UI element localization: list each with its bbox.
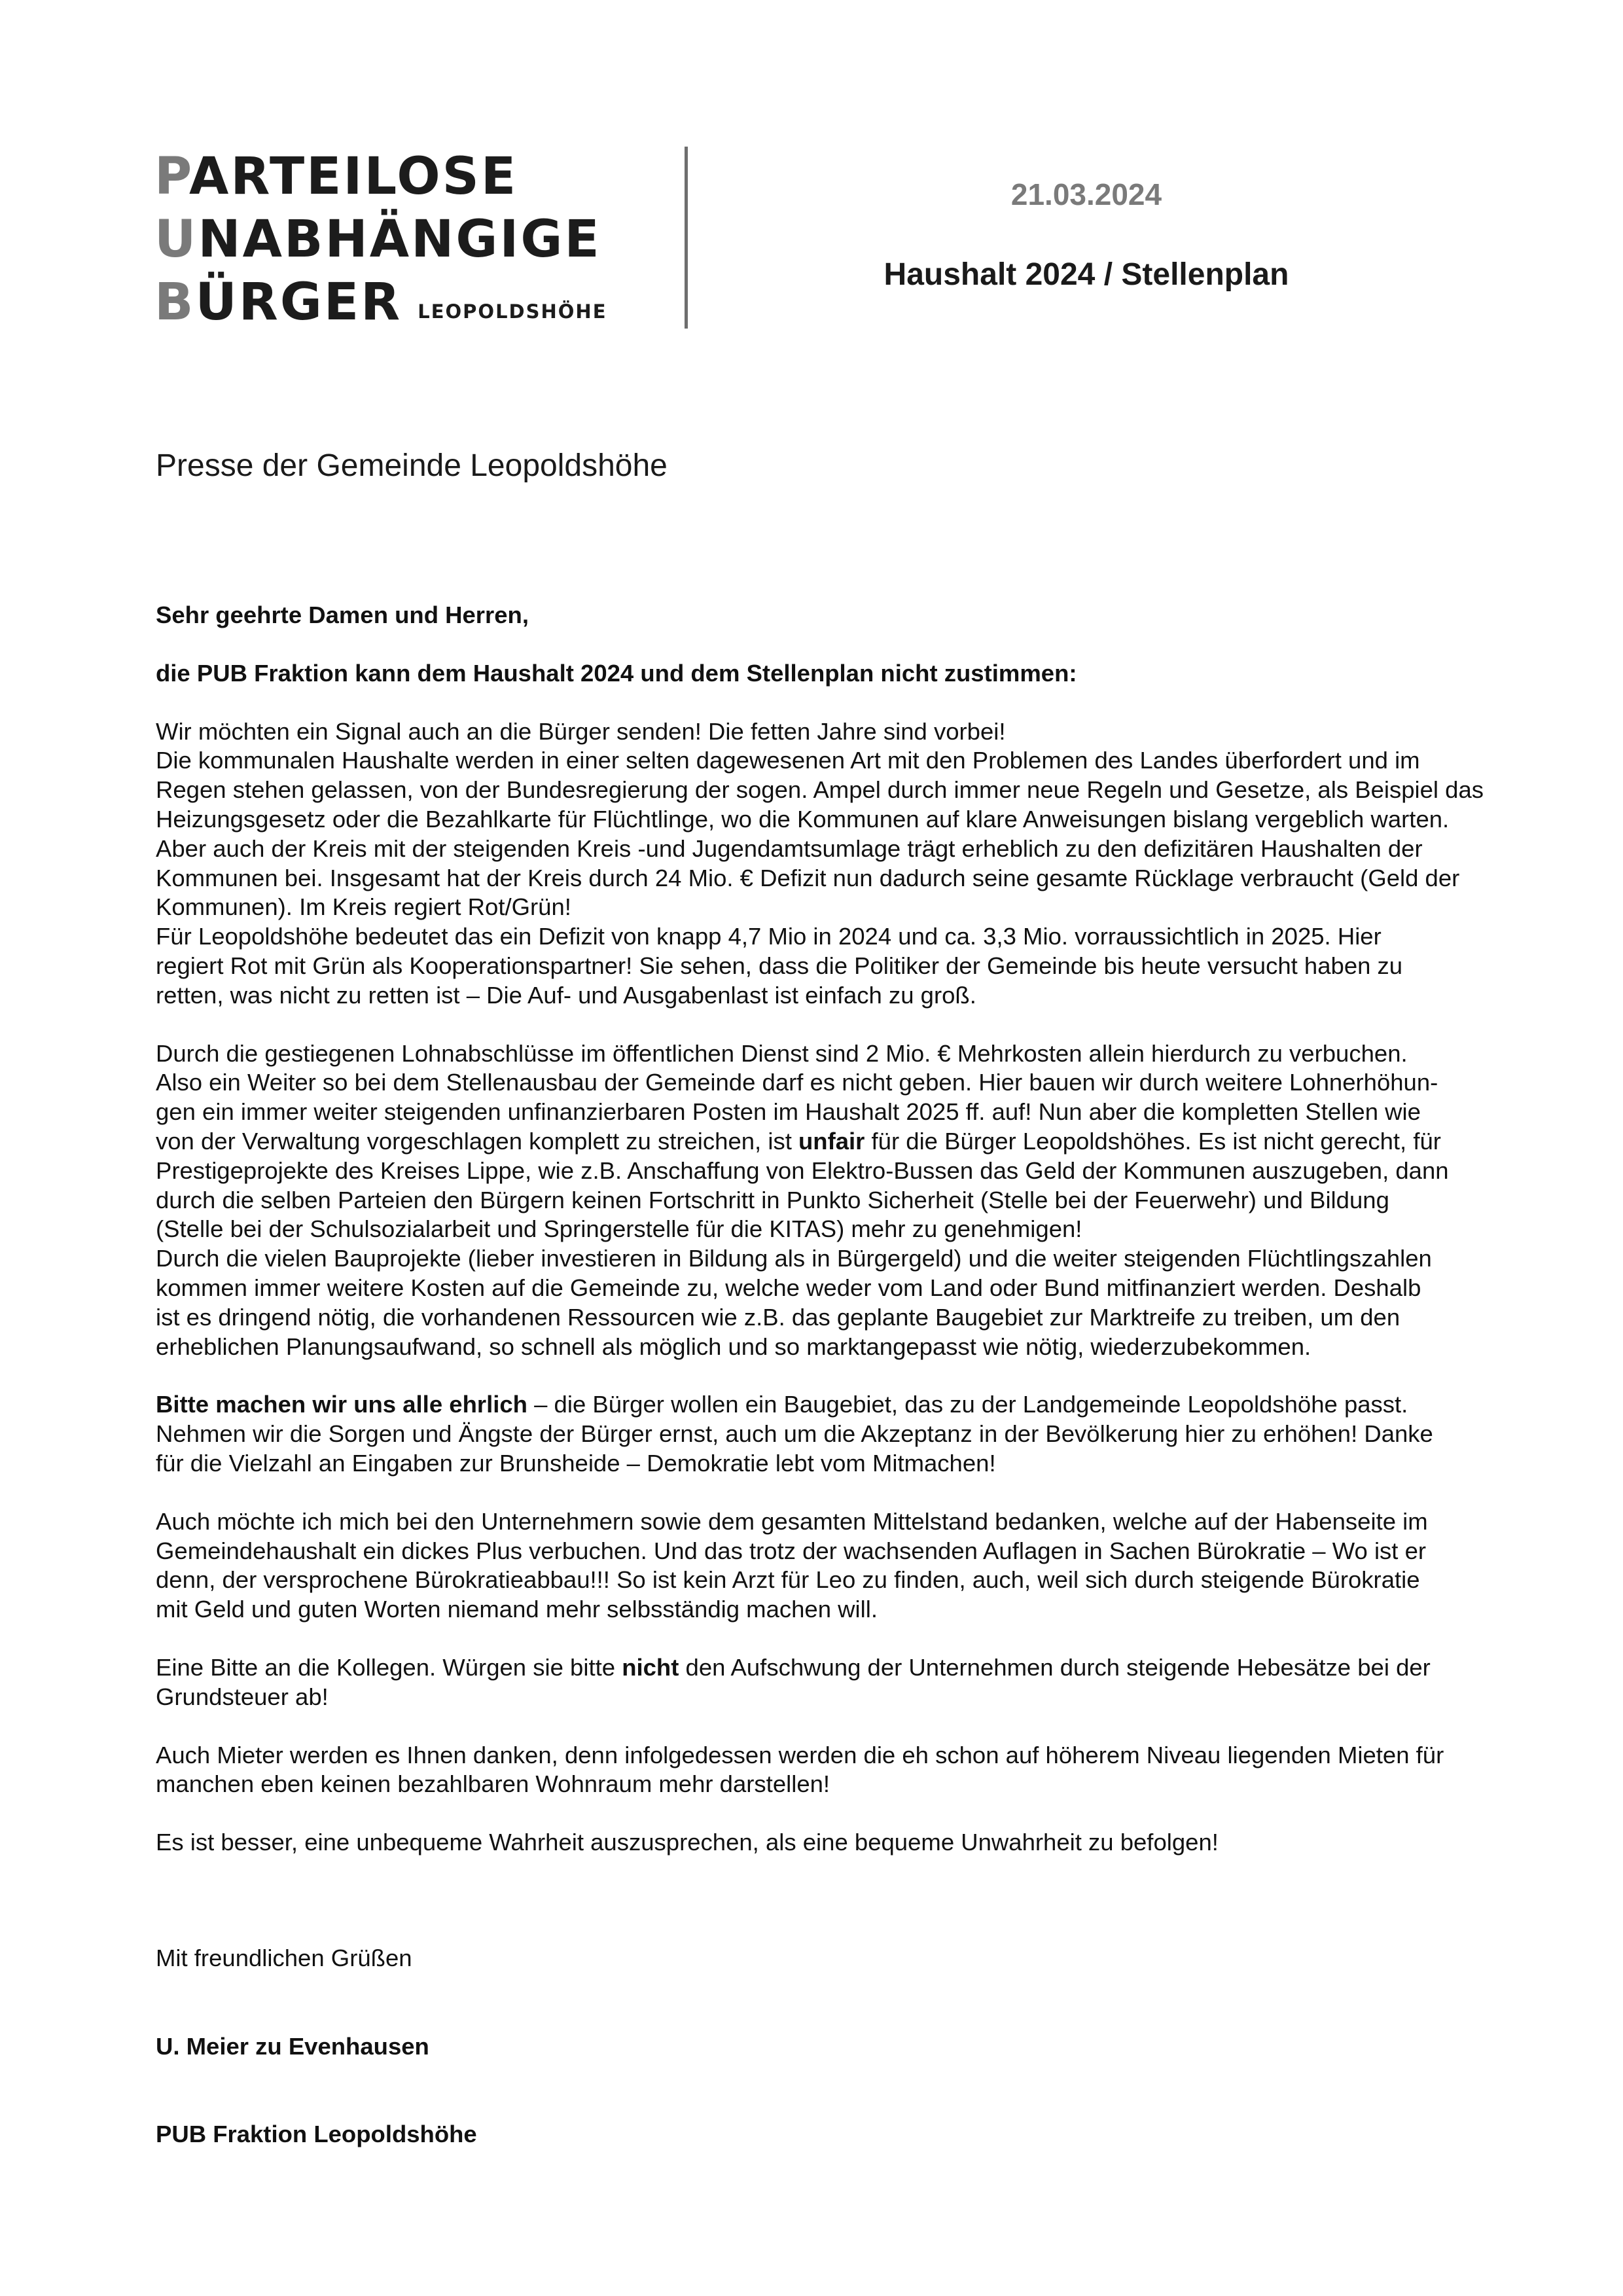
text-line: Regen stehen gelassen, von der Bundesregierung der sogen. Ampel durch immer neue Regeln und Gesetze, als Beispiel das (156, 776, 1484, 804)
text-line: gen ein immer weiter steigenden unfinanzierbaren Posten im Haushalt 2025 ff. auf! Nun aber die kompletten Stellen wie (156, 1098, 1421, 1126)
text-line: für die Vielzahl an Eingaben zur Brunsheide – Demokratie lebt vom Mitmachen! (156, 1449, 996, 1477)
emphasis-unfair: unfair (798, 1127, 865, 1155)
text-line: Kommunen). Im Kreis regiert Rot/Grün! (156, 893, 571, 921)
text-line: manchen eben keinen bezahlbaren Wohnraum mehr darstellen! (156, 1770, 830, 1798)
paragraph-7: Es ist besser, eine unbequeme Wahrheit auszusprechen, als eine bequeme Unwahrheit zu befolgen! (156, 1829, 1219, 1856)
letter-body (156, 601, 1484, 2149)
text-line: Die kommunalen Haushalte werden in einer selten dagewesenen Art mit den Problemen des Landes überfordert und im (156, 747, 1420, 774)
text-line: ist es dringend nötig, die vorhandenen Ressourcen wie z.B. das geplante Baugebiet zur Marktreife zu treiben, um den (156, 1303, 1400, 1331)
text-line: Gemeindehaushalt ein dickes Plus verbuchen. Und das trotz der wachsenden Auflagen in Sachen Bürokratie – Wo ist er (156, 1537, 1427, 1564)
text-line (156, 1390, 1478, 1420)
header-divider (685, 147, 688, 329)
text-line: mit Geld und guten Worten niemand mehr selbsständig machen will. (156, 1596, 878, 1623)
paragraph-5 (156, 1653, 1478, 1712)
text-line: Durch die vielen Bauprojekte (lieber investieren in Bildung als in Bürgergeld) und die weiter steigenden Flüchtlingszahlen (156, 1245, 1432, 1272)
text-line: retten, was nicht zu retten ist – Die Auf- und Ausgabenlast ist einfach zu groß. (156, 981, 976, 1009)
text-span: den Aufschwung der Unternehmen durch steigende Hebesätze bei der (679, 1653, 1431, 1681)
logo-line-3 (154, 271, 639, 343)
logo-word: NABHÄNGIGE (198, 210, 601, 269)
text-line (156, 1127, 1478, 1157)
text-line: Durch die gestiegenen Lohnabschlüsse im öffentlichen Dienst sind 2 Mio. € Mehrkosten allein hierdurch zu verbuchen. (156, 1039, 1408, 1067)
text-line: Auch Mieter werden es Ihnen danken, denn infolgedessen werden die eh schon auf höherem Niveau liegenden Mieten für (156, 1741, 1444, 1768)
text-line: durch die selben Parteien den Bürgern keinen Fortschritt in Punkto Sicherheit (Stelle bei der Feuerwehr) und Bildung (156, 1186, 1389, 1213)
text-line: Aber auch der Kreis mit der steigenden Kreis -und Jugendamtsumlage trägt erheblich zu den defizitären Haushalten der (156, 834, 1423, 862)
paragraph-1 (156, 717, 1484, 1011)
logo-word: ARTEILOSE (189, 147, 518, 206)
logo-initial: B (154, 273, 196, 332)
logo-line-2 (154, 208, 639, 271)
text-line: Für Leopoldshöhe bedeutet das ein Defizit von knapp 4,7 Mio in 2024 und ca. 3,3 Mio. vorraussichtlich in 2025. Hier (156, 923, 1382, 950)
logo-subtitle: LEOPOLDSHÖHE (418, 300, 607, 323)
emphasis-ehrlich: Bitte machen wir uns alle ehrlich (156, 1391, 527, 1418)
document-subject: Haushalt 2024 / Stellenplan (883, 257, 1289, 292)
text-line: Kommunen bei. Insgesamt hat der Kreis durch 24 Mio. € Defizit nun dadurch seine gesamte Rücklage verbraucht (Geld der (156, 864, 1460, 891)
salutation: Sehr geehrte Damen und Herren, (156, 601, 529, 628)
text-line: Nehmen wir die Sorgen und Ängste der Bürger ernst, auch um die Akzeptanz in der Bevölkerung hier zu erhöhen! Danke (156, 1420, 1433, 1448)
text-line: Auch möchte ich mich bei den Unternehmern sowie dem gesamten Mittelstand bedanken, welche auf der Habenseite im (156, 1507, 1428, 1535)
paragraph-4 (156, 1507, 1478, 1624)
text-line (156, 1653, 1478, 1683)
signature-name: U. Meier zu Evenhausen (156, 2032, 429, 2060)
logo-initial: U (154, 210, 198, 269)
text-line: Heizungsgesetz oder die Bezahlkarte für Flüchtlinge, wo die Kommunen auf klare Anweisungen bislang vergeblich warten. (156, 805, 1450, 833)
text-line: Prestigeprojekte des Kreises Lippe, wie z.B. Anschaffung von Elektro-Bussen das Geld der Kommunen auszugeben, dann (156, 1157, 1449, 1184)
text-line: Grundsteuer ab! (156, 1683, 329, 1710)
recipient: Presse der Gemeinde Leopoldshöhe (156, 448, 668, 483)
text-span: Eine Bitte an die Kollegen. Würgen sie bitte (156, 1653, 622, 1681)
text-span: von der Verwaltung vorgeschlagen komplett zu streichen, ist (156, 1127, 798, 1155)
text-line: erheblichen Planungsaufwand, so schnell als möglich und so marktangepasst wie nötig, wiederzubekommen. (156, 1333, 1311, 1360)
statement: die PUB Fraktion kann dem Haushalt 2024 und dem Stellenplan nicht zustimmen: (156, 659, 1077, 687)
logo-initial: P (154, 147, 190, 206)
logo-word: ÜRGER (195, 273, 402, 332)
closing: Mit freundlichen Grüßen (156, 1944, 412, 1971)
document-date: 21.03.2024 (1010, 177, 1162, 211)
paragraph-3 (156, 1390, 1478, 1478)
emphasis-nicht: nicht (622, 1653, 679, 1681)
text-line: denn, der versprochene Bürokratieabbau!!! So ist kein Arzt für Leo zu finden, auch, weil sich durch steigende Bürokratie (156, 1566, 1420, 1594)
text-span: – die Bürger wollen ein Baugebiet, das zu der Landgemeinde Leopoldshöhe passt. (527, 1391, 1408, 1418)
text-line: Wir möchten ein Signal auch an die Bürger senden! Die fetten Jahre sind vorbei! (156, 717, 1006, 745)
logo-line-1 (154, 145, 639, 208)
text-span: für die Bürger Leopoldshöhes. Es ist nicht gerecht, für (865, 1127, 1441, 1155)
signature-organization: PUB Fraktion Leopoldshöhe (156, 2121, 477, 2148)
paragraph-2 (156, 1039, 1478, 1362)
text-line: (Stelle bei der Schulsozialarbeit und Springerstelle für die KITAS) mehr zu genehmigen! (156, 1215, 1082, 1243)
text-line: kommen immer weitere Kosten auf die Gemeinde zu, welche weder vom Land oder Bund mitfinanziert werden. Deshalb (156, 1274, 1421, 1301)
text-line: Also ein Weiter so bei dem Stellenausbau der Gemeinde darf es nicht geben. Hier bauen wir durch weitere Lohnerhöhun- (156, 1069, 1438, 1096)
paragraph-6 (156, 1741, 1478, 1800)
text-line: regiert Rot mit Grün als Kooperationspartner! Sie sehen, dass die Politiker der Gemeinde bis heute versucht haben zu (156, 952, 1403, 979)
party-logo (154, 145, 639, 343)
